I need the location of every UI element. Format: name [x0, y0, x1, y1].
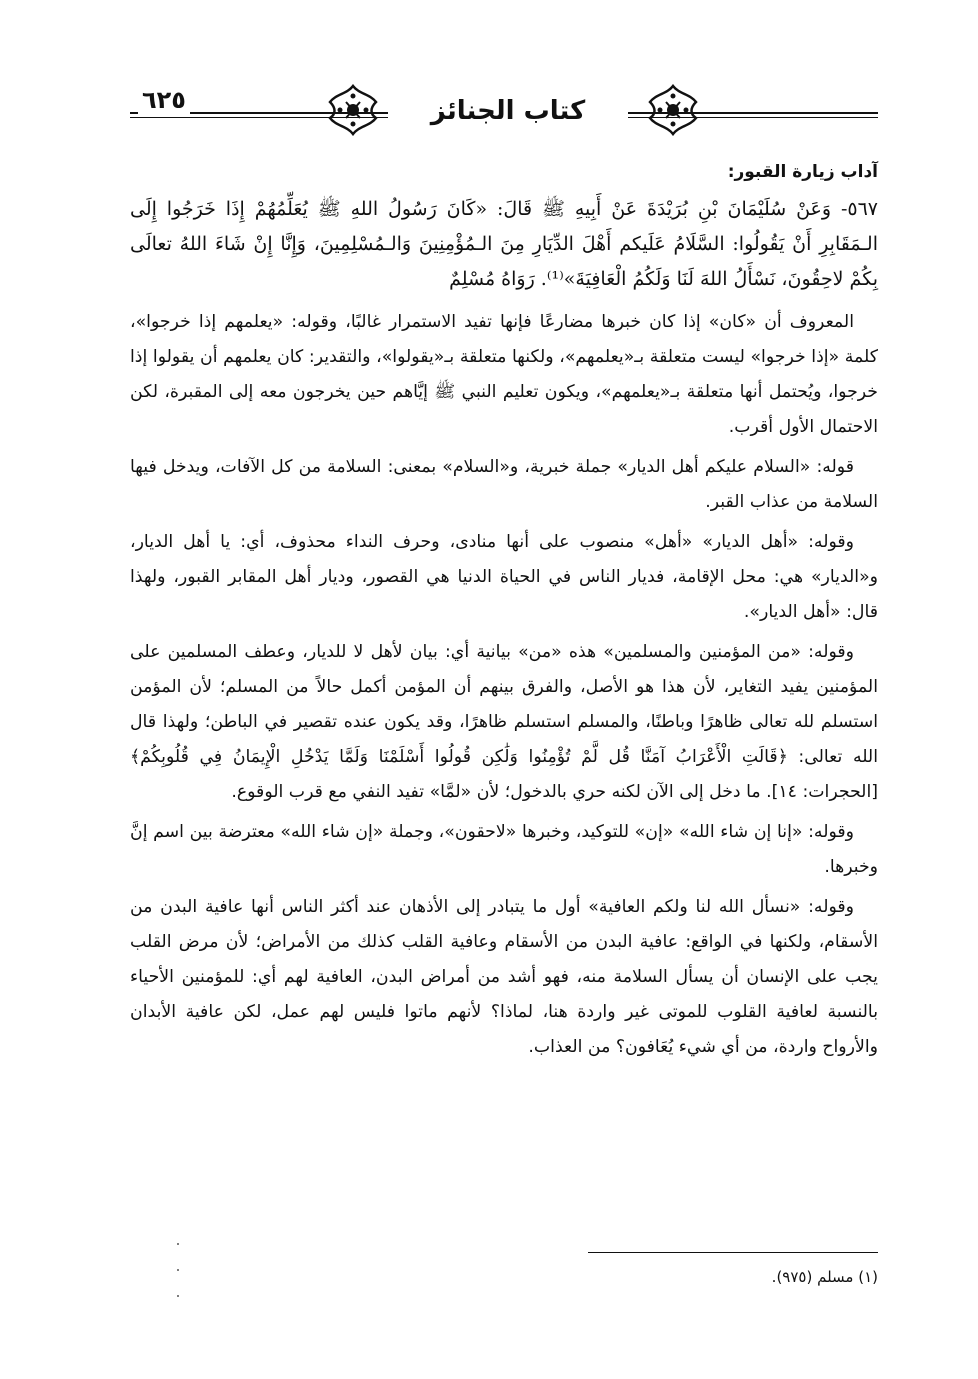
commentary-paragraph: قوله: «السلام عليكم أهل الديار» جملة خبرية، و«السلام» بمعنى: السلامة من كل الآفات، ويدخل فيها السلامة من عذاب القبر.	[130, 457, 878, 512]
book-title: كتاب الجنائز	[388, 96, 628, 126]
page-number: ٦٢٥	[138, 86, 190, 114]
page-content	[130, 158, 878, 1070]
footnote-divider	[588, 1252, 878, 1253]
footnote: (١) مسلم (٩٧٥).	[771, 1268, 878, 1286]
page-header	[130, 82, 878, 142]
commentary-paragraph: المعروف أن «كان» إذا كان خبرها مضارعًا فإنها تفيد الاستمرار غالبًا، وقوله: «يعلمهم إذا خرجوا»، كلمة «إذا خرجوا» ليست متعلقة بـ«يعلمهم»، ولكنها متعلقة بـ«يقولوا»، والتقدير: كان يعلمهم أن يقولوا إذا خرجوا، ويُحتمل أنها متعلقة بـ«يعلمهم»، ويكون تعليم النبي ﷺ إيَّاهم حين يخرجون معه إلى المقبرة، لكن الاحتمال الأول أقرب.	[130, 312, 878, 437]
commentary-paragraph: وقوله: «نسأل الله لنا ولكم العافية» أول ما يتبادر إلى الأذهان عند أكثر الناس أنها عافية البدن من الأسقام، ولكنها في الواقع: عافية البدن من الأسقام وعافية القلب كذلك من الأمراض؛ لأن مرض القلب يجب على الإنسان أن يسأل السلامة منه، فهو أشد من أمراض البدن، العافية لهم أي: للمؤمنين الأحياء بالنسبة لعافية القلوب للموتى غير واردة هنا، لماذا؟ لأنهم ماتوا فليس لهم عمل، لكن عافية الأبدان والأرواح واردة، من أي شيء يُعَافون؟ من العذاب.	[130, 897, 878, 1057]
section-title: آداب زيارة القبور:	[727, 162, 878, 182]
margin-dots	[176, 1240, 180, 1310]
ornament-left-icon	[326, 84, 380, 136]
commentary-paragraph: وقوله: «أهل الديار» «أهل» منصوب على أنها منادى، وحرف النداء محذوف، أي: يا أهل الديار، و«الديار» هي: محل الإقامة، فديار الناس في الحياة الدنيا هي القصور، وديار أهل المقابر القبور، ولهذا قال: «أهل الديار».	[130, 532, 878, 622]
commentary-paragraph: وقوله: «إنا إن شاء الله» «إن» للتوكيد، وخبرها «لاحقون»، وجملة «إن شاء الله» معترضة بين اسم إنَّ وخبرها.	[130, 822, 878, 877]
commentary-paragraph: وقوله: «من المؤمنين والمسلمين» هذه «من» بيانية أي: بيان لأهل لا للديار، وعطف المسلمين على المؤمنين يفيد التغاير، لأن هذا هو الأصل، والفرق بينهم أن المؤمن أكمل حالاً من المسلم؛ لأن المؤمن استسلم لله تعالى ظاهرًا وباطنًا، والمسلم استسلم ظاهرًا، وقد يكون عنده تقصير في الباطن؛ ولهذا قال الله تعالى: ﴿قَالَتِ الْأَعْرَابُ آمَنَّا قُل لَّمْ تُؤْمِنُوا وَلَٰكِن قُولُوا أَسْلَمْنَا وَلَمَّا يَدْخُلِ الْإِيمَانُ فِي قُلُوبِكُمْ﴾ [الحجرات: ١٤]. ما دخل إلى الآن لكنه حري بالدخول؛ لأن «لمَّا» تفيد النفي مع قرب الوقوع.	[130, 642, 878, 802]
ornament-right-icon	[646, 84, 700, 136]
hadith-text: ٥٦٧- وَعَنْ سُلَيْمَانَ بْنِ بُرَيْدَةَ عَنْ أَبِيهِ ﷺ قَالَ: «كَانَ رَسُولُ اللهِ ﷺ يُعَلِّمُهُمْ إِذَا خَرَجُوا إِلَى الـمَقَابِرِ أَنْ يَقُولُوا: السَّلَامُ عَلَيكم أَهْلَ الدِّيَارِ مِنَ الـمُؤْمِنِينَ وَالـمُسْلِمِينَ، وَإِنَّا إِنْ شَاءَ اللهُ تعالَى بِكُمْ لاحِقُونَ، نَسْأَلُ اللهَ لَنَا وَلَكُمُ الْعَافِيَةَ»⁽¹⁾. رَوَاهُ مُسْلِمٌ	[130, 198, 878, 290]
